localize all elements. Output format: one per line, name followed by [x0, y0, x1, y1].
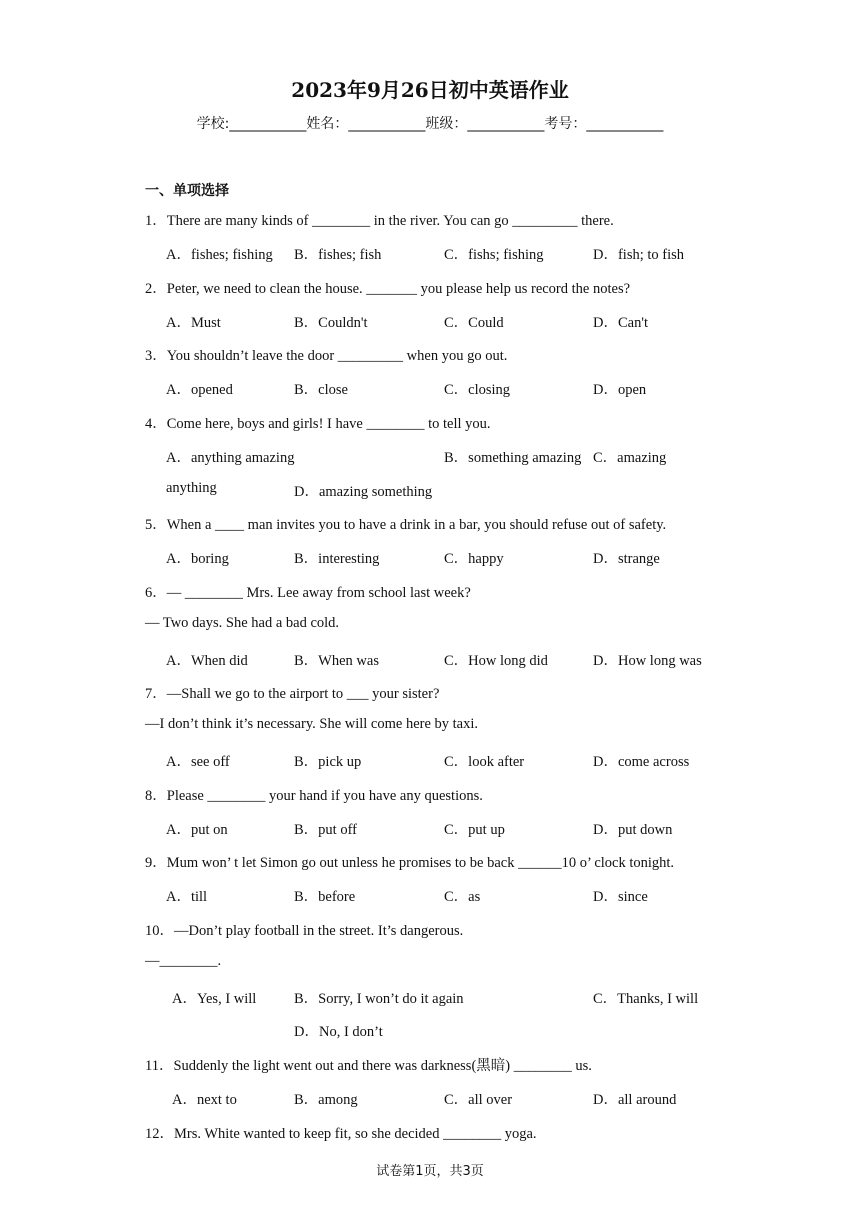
q9-option-b: B．before	[294, 889, 356, 905]
q3-option-d: D．open	[593, 382, 647, 398]
q10-option-d: D．No, I don’t	[294, 1024, 383, 1040]
q1-option-a: A．fishes; fishing	[166, 247, 273, 263]
q3-option-a: A．opened	[166, 382, 233, 398]
q11-option-a: A．next to	[172, 1092, 237, 1108]
q7-option-d: D．come across	[593, 754, 690, 770]
question-4: 4．Come here, boys and girls! I have ________ to tell you.	[145, 416, 491, 432]
question-1: 1．There are many kinds of ________ in the river. You can go _________ there.	[145, 213, 614, 229]
q5-option-c: C．happy	[444, 551, 504, 567]
question-10: 10．—Don’t play football in the street. It’s dangerous.	[145, 923, 464, 939]
question-9: 9．Mum won’ t let Simon go out unless he promises to be back ______10 o’ clock tonight.	[145, 855, 675, 871]
q8-option-c: C．put up	[444, 822, 505, 838]
q6-option-d: D．How long was	[593, 653, 702, 669]
q10-option-c: C．Thanks, I will	[593, 991, 699, 1007]
q8-option-d: D．put down	[593, 822, 673, 838]
q1-option-b: B．fishes; fish	[294, 247, 382, 263]
q4-option-d: D．amazing something	[294, 484, 433, 500]
q2-option-d: D．Can't	[593, 315, 648, 331]
q2-option-a: A．Must	[166, 315, 221, 331]
q4-option-a: A．anything amazing	[166, 450, 295, 466]
q1-option-d: D．fish; to fish	[593, 247, 685, 263]
q11-option-b: B．among	[294, 1092, 358, 1108]
page-footer: 试卷第1页，共3页	[376, 1164, 484, 1179]
q9-option-d: D．since	[593, 889, 648, 905]
q11-option-d: D．all around	[593, 1092, 677, 1108]
question-6: 6．— ________ Mrs. Lee away from school last week?	[145, 585, 471, 601]
q8-option-a: A．put on	[166, 822, 228, 838]
q9-option-a: A．till	[166, 889, 208, 905]
q1-option-c: C．fishs; fishing	[444, 247, 544, 263]
q6-option-b: B．When was	[294, 653, 379, 669]
q2-option-c: C．Could	[444, 315, 504, 331]
q9-option-c: C．as	[444, 889, 481, 905]
q10-option-a: A．Yes, I will	[172, 991, 257, 1007]
question-7-response: —I don’t think it’s necessary. She will come here by taxi.	[145, 716, 479, 732]
q4-option-c-continued: anything	[166, 480, 217, 496]
q4-option-b: B．something amazing	[444, 450, 582, 466]
q5-option-b: B．interesting	[294, 551, 380, 567]
question-11: 11．Suddenly the light went out and there was darkness(黑暗) ________ us.	[145, 1058, 592, 1074]
q7-option-c: C．look after	[444, 754, 525, 770]
q6-option-c: C．How long did	[444, 653, 548, 669]
q8-option-b: B．put off	[294, 822, 357, 838]
section-heading: 一、单项选择	[145, 183, 229, 199]
question-3: 3．You shouldn’t leave the door _________ when you go out.	[145, 348, 508, 364]
q7-option-a: A．see off	[166, 754, 230, 770]
question-6-response: — Two days. She had a bad cold.	[145, 615, 340, 631]
student-info-line: 学校:___________姓名：___________班级：___________考号：___________	[196, 116, 664, 132]
q5-option-a: A．boring	[166, 551, 229, 567]
q11-option-c: C．all over	[444, 1092, 513, 1108]
question-8: 8．Please ________ your hand if you have any questions.	[145, 788, 483, 804]
question-2: 2．Peter, we need to clean the house. _______ you please help us record the notes?	[145, 281, 631, 297]
q3-option-c: C．closing	[444, 382, 511, 398]
page-title: 2023年9月26日初中英语作业	[291, 78, 569, 102]
question-5: 5．When a ____ man invites you to have a drink in a bar, you should refuse out of safety.	[145, 517, 667, 533]
question-7: 7．—Shall we go to the airport to ___ your sister?	[145, 686, 440, 702]
q4-option-c: C．amazing	[593, 450, 667, 466]
question-12: 12．Mrs. White wanted to keep fit, so she decided ________ yoga.	[145, 1126, 537, 1142]
q5-option-d: D．strange	[593, 551, 660, 567]
q6-option-a: A．When did	[166, 653, 248, 669]
q3-option-b: B．close	[294, 382, 348, 398]
question-10-response: —________.	[145, 953, 222, 969]
q7-option-b: B．pick up	[294, 754, 362, 770]
q10-option-b: B．Sorry, I won’t do it again	[294, 991, 464, 1007]
q2-option-b: B．Couldn't	[294, 315, 368, 331]
